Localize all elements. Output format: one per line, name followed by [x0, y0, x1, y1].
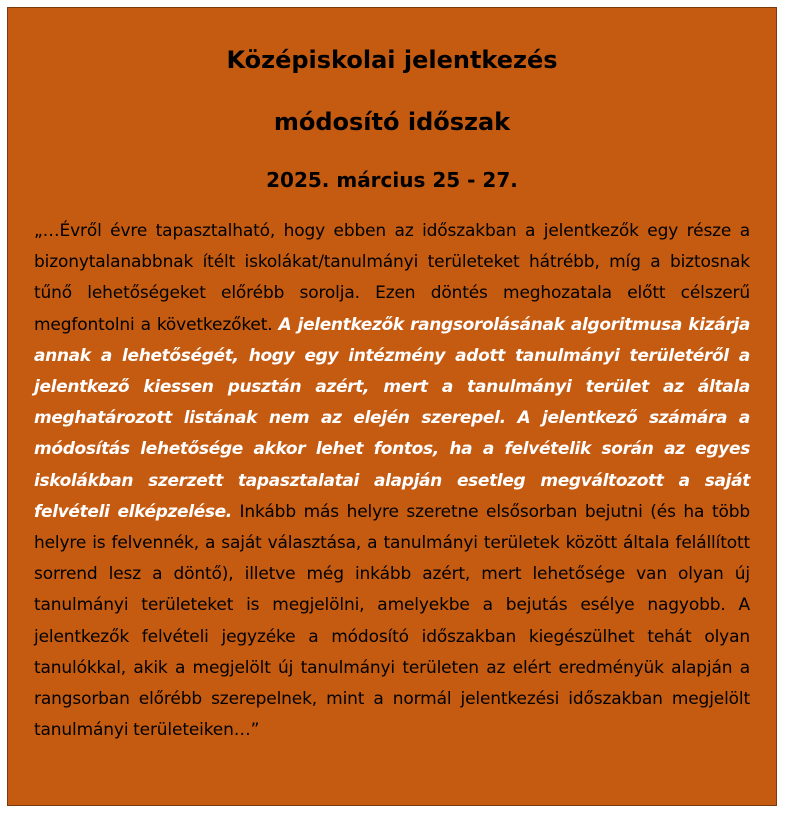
info-card	[7, 7, 777, 806]
quote-highlighted-text: A jelentkezők rangsorolásának algoritmusa kizárja annak a lehetőségét, hogy egy intézmény adott tanulmányi területéről a jelentkező kiessen pusztán azért, mert a tanulmányi terület az általa meghatározott listának nem az elején szerepel. A jelentkező számára a módosítás lehetősége akkor lehet fontos, ha a felvételik során az egyes iskolákban szerzett tapasztalatai alapján esetleg megváltozott a saját felvételi elképzelése.	[34, 314, 750, 522]
date-range: 2025. március 25 - 27.	[266, 168, 518, 192]
title-line-2: módosító időszak	[273, 108, 511, 136]
title-line-1: Középiskolai jelentkezés	[226, 46, 558, 74]
quote-text-part-1: „…Évről évre tapasztalható, hogy ebben az időszakban a jelentkezők egy része a bizonytalanabbnak ítélt iskolákat/tanulmányi területeket hátrébb, míg a biztosnak tűnő lehetőségeket előrébb sorolja. Ezen döntés meghozatala előtt célszerű megfontolni a következőket.	[34, 221, 750, 335]
quote-text-part-2: Inkább más helyre szeretne elsősorban bejutni (és ha több helyre is felvennék, a saját választása, a tanulmányi területek között általa felállított sorrend lesz a döntő), illetve még inkább azért, mert lehetősége van olyan új tanulmányi területeket is megjelölni, amelyekbe a bejutás esélye nagyobb. A jelentkezők felvételi jegyzéke a módosító időszakban kiegészülhet tehát olyan tanulókkal, akik a megjelölt új tanulmányi területen az elért eredményük alapján a rangsorban előrébb szerepelnek, mint a normál jelentkezési időszakban megjelölt tanulmányi területeiken…”	[34, 501, 750, 741]
quote-paragraph	[34, 216, 750, 746]
